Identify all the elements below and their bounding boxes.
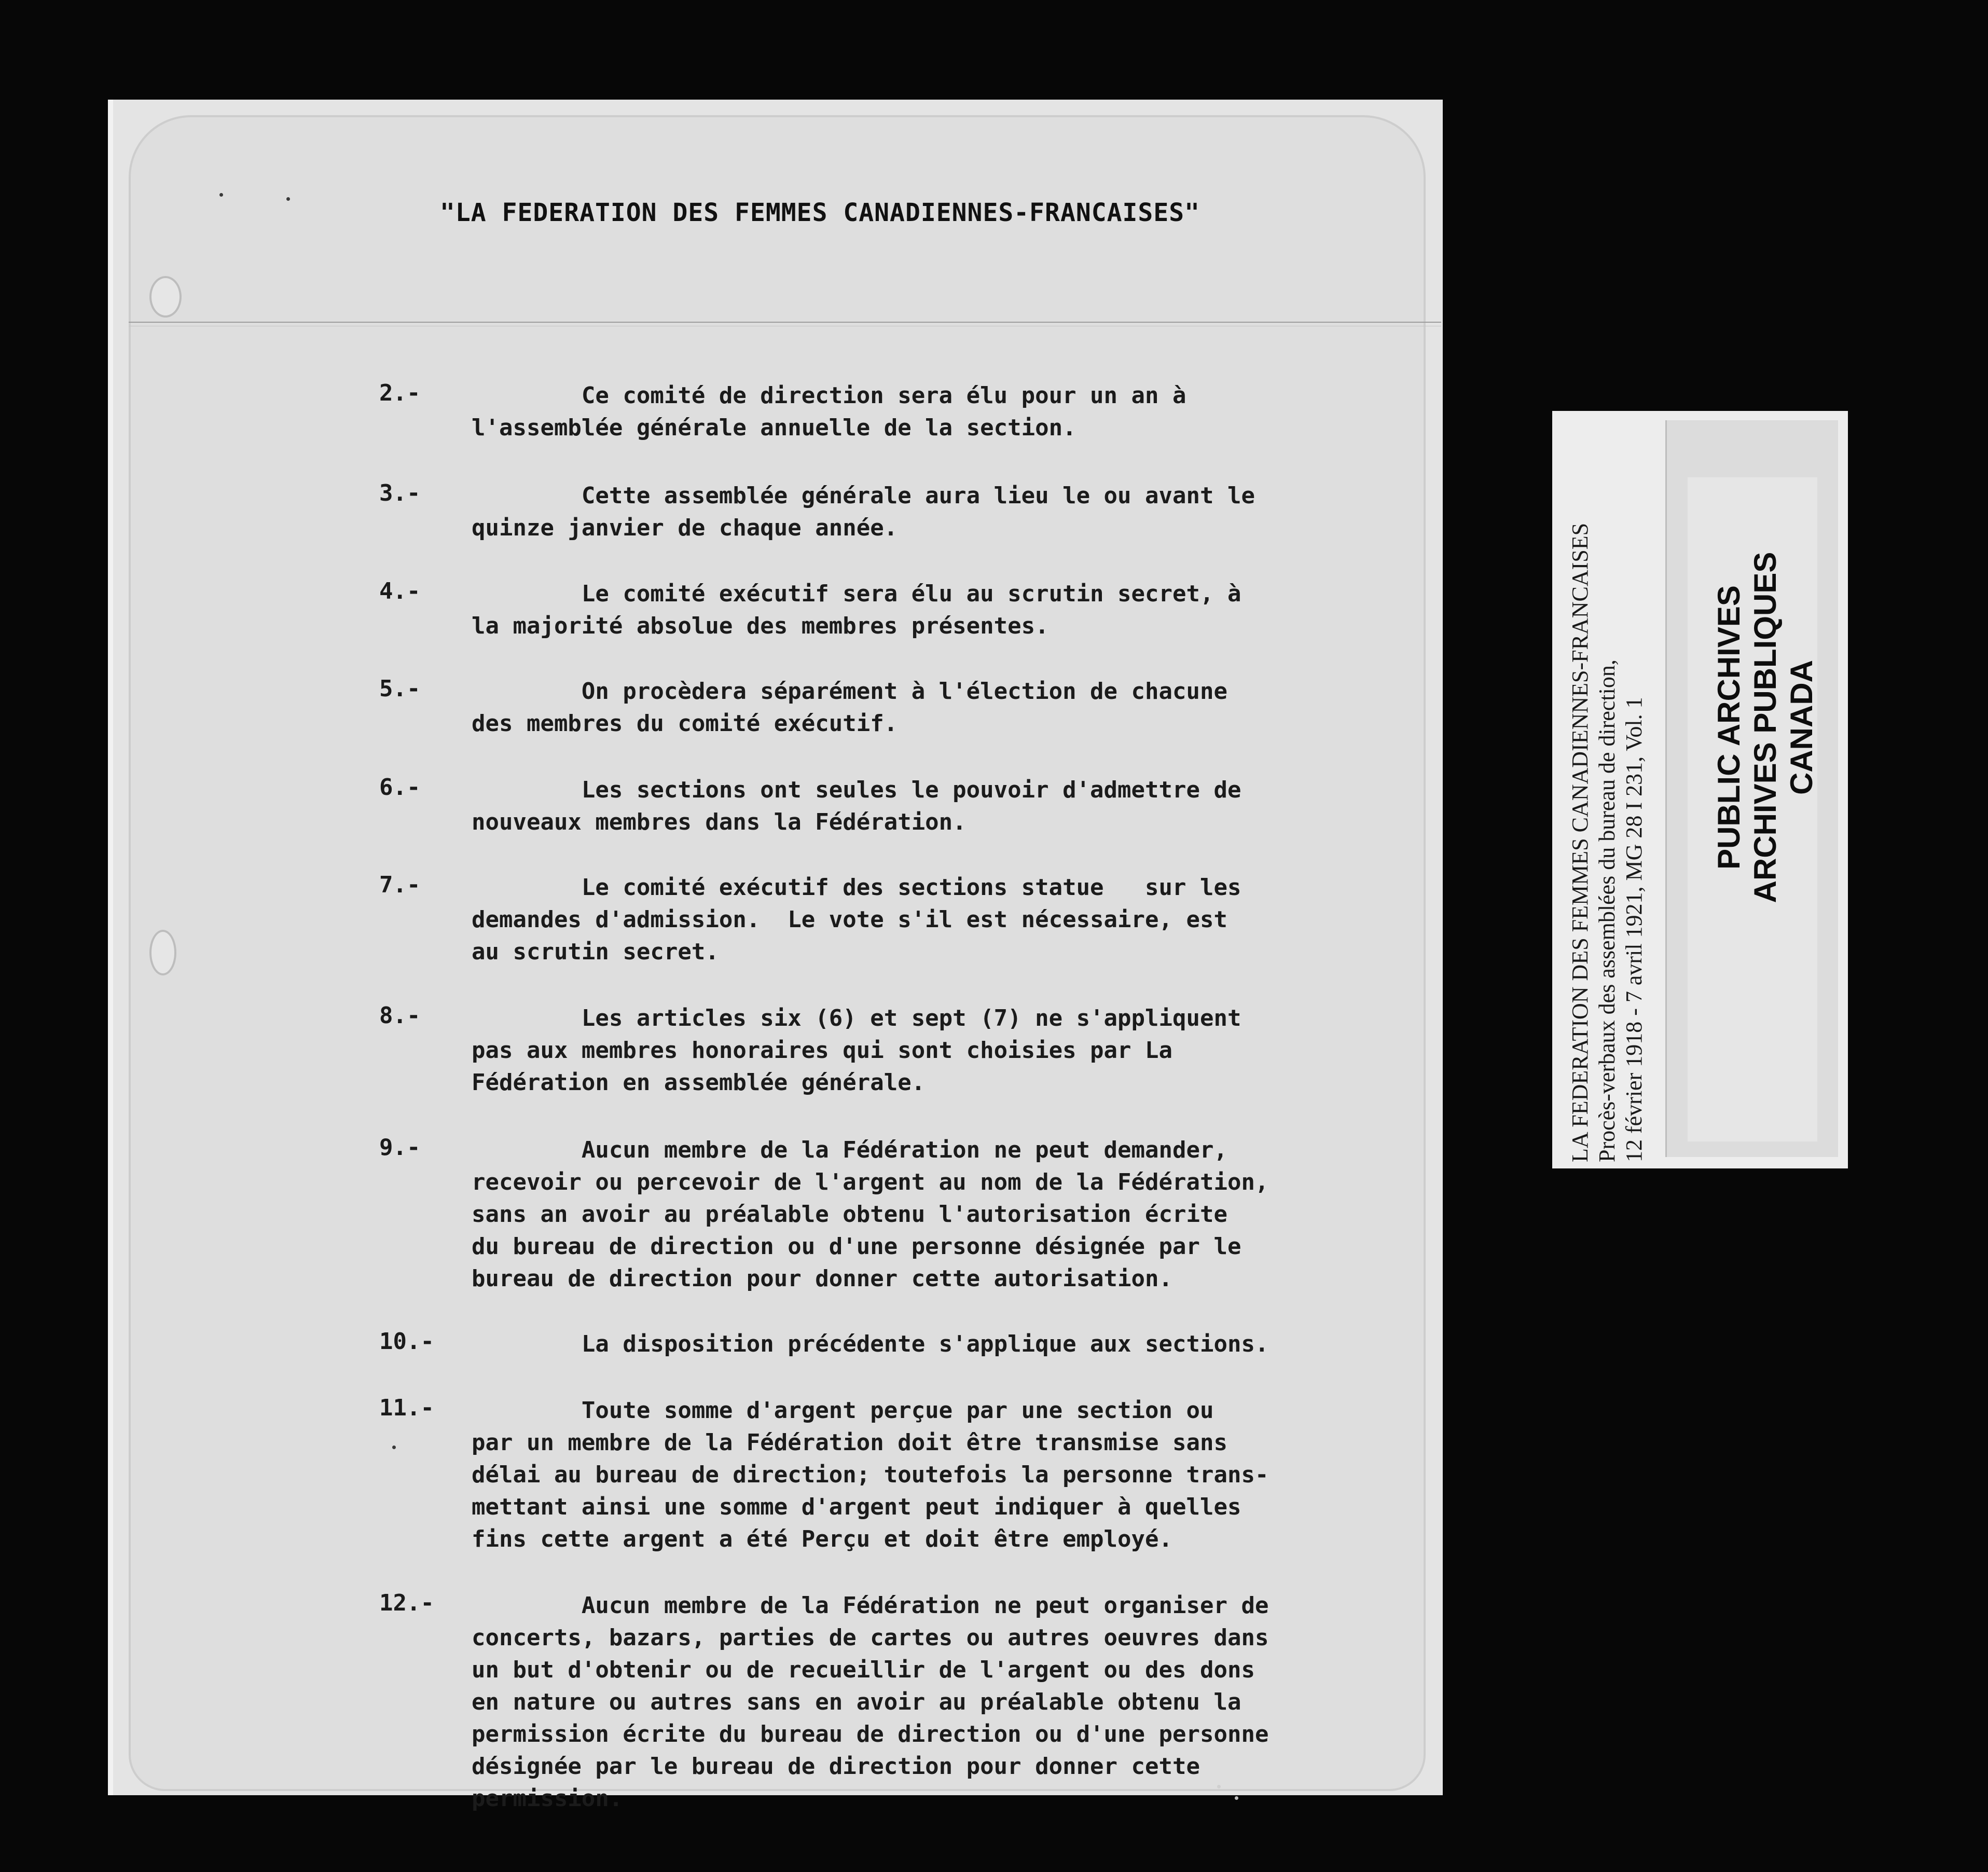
article-number: 4.- bbox=[379, 578, 421, 604]
article-number: 7.- bbox=[379, 872, 421, 898]
article-text: Les sections ont seules le pouvoir d'admettre de nouveaux membres dans la Fédération. bbox=[472, 777, 1241, 835]
article-text: La disposition précédente s'applique aux sections. bbox=[472, 1331, 1269, 1357]
article-number: 8.- bbox=[379, 1002, 421, 1029]
article-text: Cette assemblée générale aura lieu le ou avant le quinze janvier de chaque année. bbox=[472, 483, 1255, 541]
archive-stamp-line: PUBLIC ARCHIVES bbox=[1711, 585, 1746, 870]
article-number: 6.- bbox=[379, 774, 421, 801]
article-number: 10.- bbox=[379, 1328, 434, 1355]
article-text: Le comité exécutif sera élu au scrutin secret, à la majorité absolue des membres présentes. bbox=[472, 581, 1241, 639]
article-number: 2.- bbox=[379, 380, 421, 406]
article-text: On procèdera séparément à l'élection de chacune des membres du comité exécutif. bbox=[472, 678, 1227, 737]
archive-stamp-text bbox=[1711, 484, 1820, 971]
punch-hole-icon bbox=[149, 930, 176, 975]
archive-stamp-line: ARCHIVES PUBLIQUES bbox=[1748, 552, 1783, 903]
archive-stamp-line: CANADA bbox=[1784, 660, 1819, 795]
article-number: 3.- bbox=[379, 480, 421, 506]
article-text: Les articles six (6) et sept (7) ne s'appliquent pas aux membres honoraires qui sont choisies par La Fédération en assemblée générale. bbox=[472, 1005, 1241, 1096]
scan-speck bbox=[286, 197, 290, 201]
article-text: Aucun membre de la Fédération ne peut organiser de concerts, bazars, parties de cartes ou autres oeuvres dans un but d'obtenir ou de recueillir de l'argent ou des dons en nature ou autres sans en avoir au préalable obtenu la permission écrite du bureau de direction ou d'une personne désignée par le bureau de direction pour donner cette permission. bbox=[472, 1592, 1269, 1812]
scan-speck bbox=[1235, 1796, 1238, 1800]
header-rule bbox=[129, 322, 1441, 323]
archive-label-line: LA FEDERATION DES FEMMES CANADIENNES-FRANCAISES bbox=[1567, 522, 1593, 1162]
article-number: 9.- bbox=[379, 1134, 421, 1161]
punch-hole-icon bbox=[149, 276, 182, 318]
archive-label-text bbox=[1567, 523, 1648, 1162]
archive-label-card bbox=[1552, 411, 1848, 1168]
article-text: Ce comité de direction sera élu pour un an à l'assemblée générale annuelle de la section. bbox=[472, 382, 1186, 441]
scan-speck bbox=[1217, 1785, 1221, 1788]
article-text: Aucun membre de la Fédération ne peut demander, recevoir ou percevoir de l'argent au nom de la Fédération, sans an avoir au préalable obtenu l'autorisation écrite du bureau de direction ou d'une personne désignée par le bureau de direction pour donner cette autorisation. bbox=[472, 1137, 1269, 1292]
article-number: 5.- bbox=[379, 676, 421, 702]
scan-speck bbox=[392, 1446, 396, 1449]
article-number: 12.- bbox=[379, 1590, 434, 1616]
article-text: Toute somme d'argent perçue par une section ou par un membre de la Fédération doit être transmise sans délai au bureau de direction; toutefois la personne trans- mettant ainsi une somme d'argent peut indiquer à quelles fins cette argent a été Perçu et doit être employé. bbox=[472, 1397, 1269, 1552]
article-text: Le comité exécutif des sections statue sur les demandes d'admission. Le vote s'il est nécessaire, est au scrutin secret. bbox=[472, 874, 1241, 965]
document-sheet bbox=[108, 100, 1443, 1812]
archive-label-line: Procès-verbaux des assemblées du bureau de direction, bbox=[1594, 659, 1620, 1162]
article-number: 11.- bbox=[379, 1395, 434, 1421]
document-header: "LA FEDERATION DES FEMMES CANADIENNES-FRANCAISES" bbox=[440, 198, 1200, 227]
archive-label-line: 12 février 1918 - 7 avril 1921, MG 28 I 231, Vol. 1 bbox=[1621, 697, 1647, 1162]
scan-speck bbox=[219, 193, 223, 197]
